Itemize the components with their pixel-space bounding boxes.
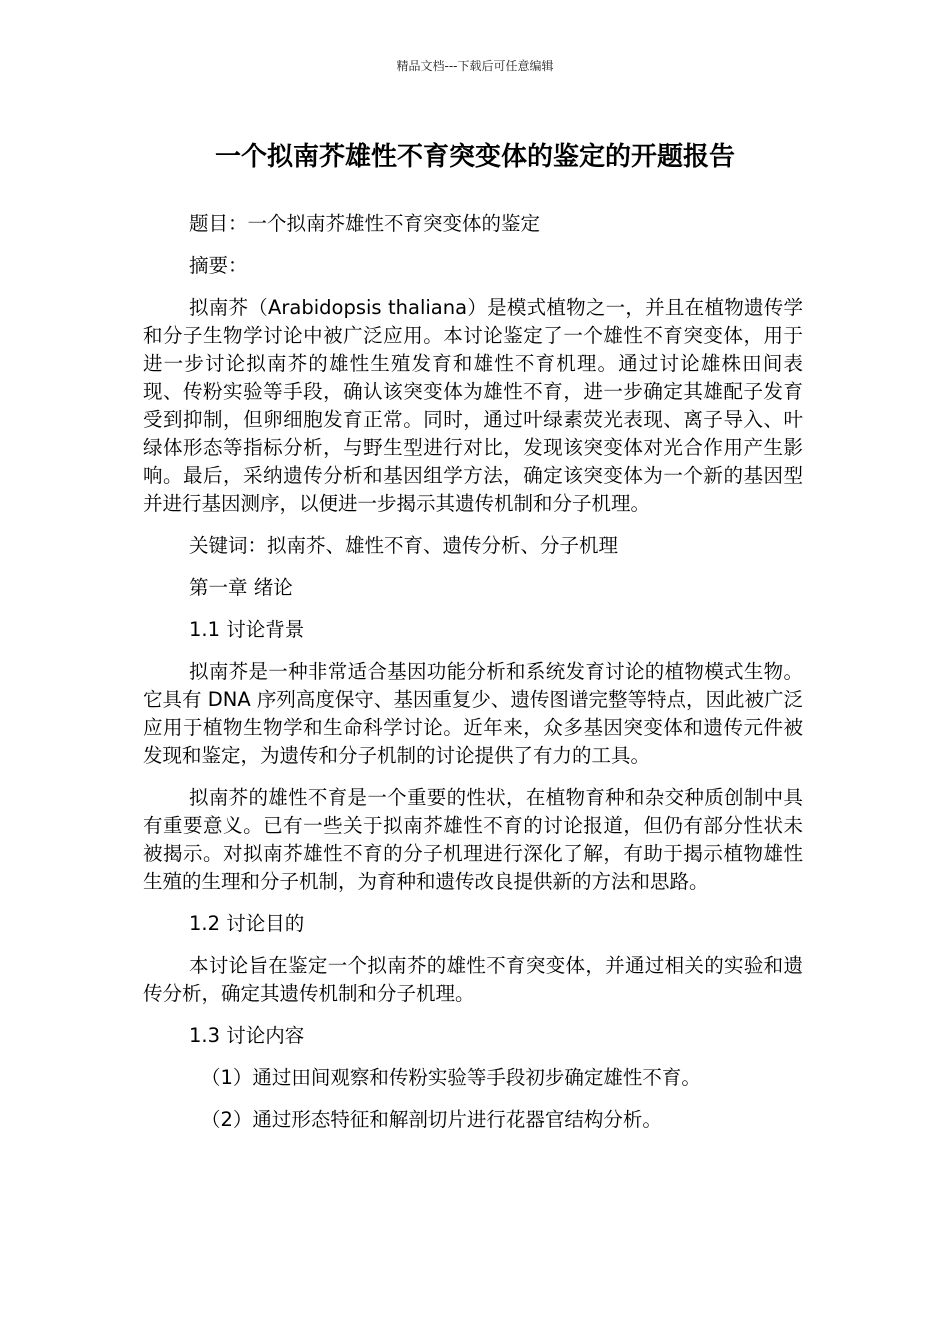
abstract-heading: 摘要： <box>189 254 248 277</box>
content-list-item: （1）通过田间观察和传粉实验等手段初步确定雄性不育。 <box>201 1066 701 1089</box>
topic-line: 题目：一个拟南芥雄性不育突变体的鉴定 <box>189 212 541 235</box>
abstract-paragraph: 拟南芥（Arabidopsis thaliana）是模式植物之一，并且在植物遗传学和分子生物学讨论中被广泛应用。本讨论鉴定了一个雄性不育突变体，用于进一步讨论拟南芥的雄性生殖发育和雄性不育机理。通过讨论雄株田间表现、传粉实验等手段，确认该突变体为雄性不育，进一步确定其雄配子发育受到抑制，但卵细胞发育正常。同时，通过叶绿素荧光表现、离子导入、叶绿体形态等指标分析，与野生型进行对比，发现该突变体对光合作用产生影响。最后，采纳遗传分析和基因组学方法，确定该突变体为一个新的基因型并进行基因测序，以便进一步揭示其遗传机制和分子机理。 <box>143 296 803 515</box>
document-body <box>143 210 803 1148</box>
keywords-line: 关键词：拟南芥、雄性不育、遗传分析、分子机理 <box>189 534 619 557</box>
section-heading-1-3: 1.3 讨论内容 <box>189 1024 305 1047</box>
purpose-paragraph: 本讨论旨在鉴定一个拟南芥的雄性不育突变体，并通过相关的实验和遗传分析，确定其遗传机制和分子机理。 <box>143 954 803 1005</box>
content-list-item: （2）通过形态特征和解剖切片进行花器官结构分析。 <box>201 1108 662 1131</box>
background-paragraph-1: 拟南芥是一种非常适合基因功能分析和系统发育讨论的植物模式生物。它具有 DNA 序列高度保守、基因重复少、遗传图谱完整等特点，因此被广泛应用于植物生物学和生命科学讨论。近年来，众多基因突变体和遗传元件被发现和鉴定，为遗传和分子机制的讨论提供了有力的工具。 <box>143 660 803 767</box>
page-header-note: 精品文档---下载后可任意编辑 <box>396 59 554 73</box>
chapter-heading: 第一章 绪论 <box>189 576 293 599</box>
background-paragraph-2: 拟南芥的雄性不育是一个重要的性状，在植物育种和杂交种质创制中具有重要意义。已有一些关于拟南芥雄性不育的讨论报道，但仍有部分性状未被揭示。对拟南芥雄性不育的分子机理进行深化了解，有助于揭示植物雄性生殖的生理和分子机制，为育种和遗传改良提供新的方法和思路。 <box>143 786 803 893</box>
section-heading-1-2: 1.2 讨论目的 <box>189 912 305 935</box>
document-title: 一个拟南芥雄性不育突变体的鉴定的开题报告 <box>214 142 735 172</box>
section-heading-1-1: 1.1 讨论背景 <box>189 618 305 641</box>
